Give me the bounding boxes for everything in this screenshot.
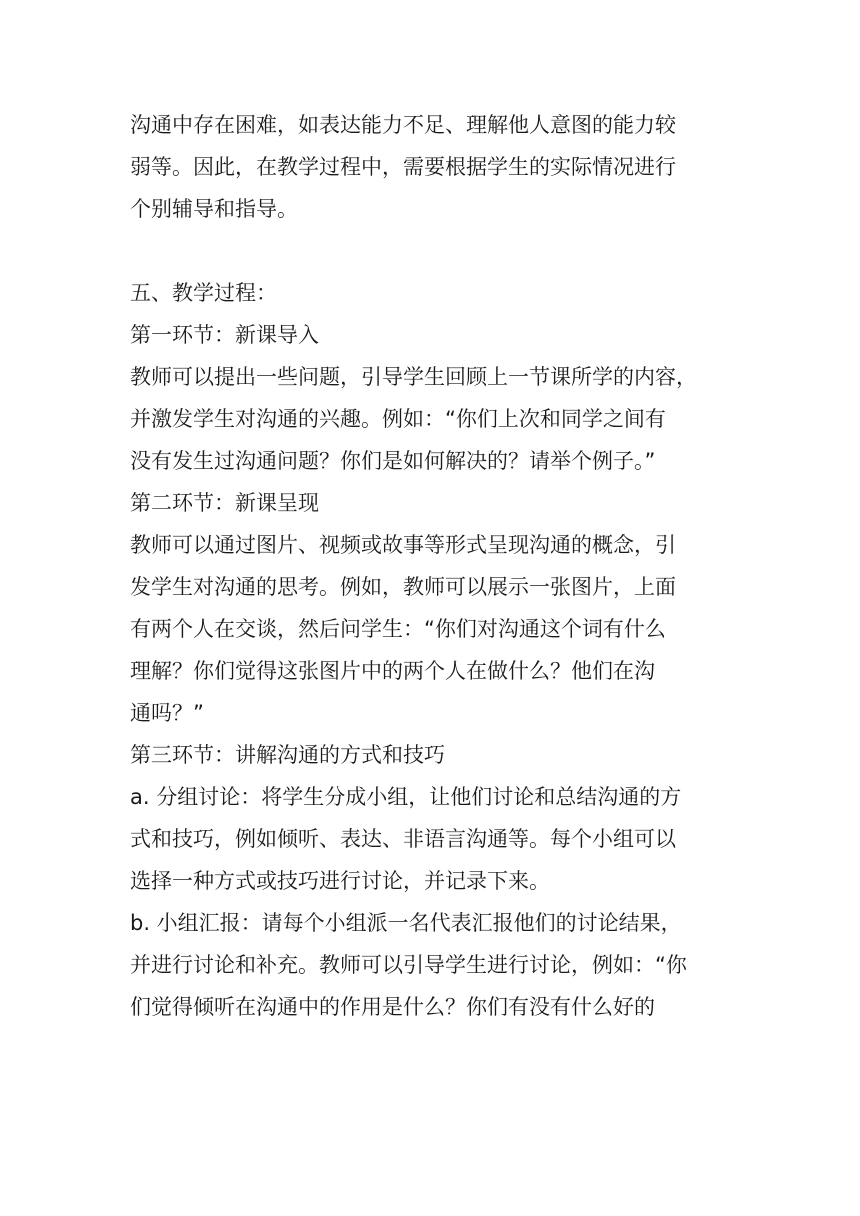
section-heading: 五、教学过程： <box>130 281 277 305</box>
blank-line <box>130 230 730 272</box>
paragraph-line: 理解？你们觉得这张图片中的两个人在做什么？他们在沟 <box>130 659 655 683</box>
paragraph-line: 教师可以通过图片、视频或故事等形式呈现沟通的概念，引 <box>130 533 676 557</box>
paragraph-line: 沟通中存在困难，如表达能力不足、理解他人意图的能力较 <box>130 113 676 137</box>
list-item-line: 式和技巧，例如倾听、表达、非语言沟通等。每个小组可以 <box>130 827 676 851</box>
paragraph-line: 通吗？” <box>130 701 204 725</box>
subsection-heading: 第二环节：新课呈现 <box>130 491 319 515</box>
paragraph-line: 教师可以提出一些问题，引导学生回顾上一节课所学的内容， <box>130 365 697 389</box>
subsection-heading: 第三环节：讲解沟通的方式和技巧 <box>130 743 445 767</box>
document-page <box>130 104 730 1028</box>
list-item-line: 并进行讨论和补充。教师可以引导学生进行讨论，例如：“你 <box>130 953 687 977</box>
list-item-line: 们觉得倾听在沟通中的作用是什么？你们有没有什么好的 <box>130 995 655 1019</box>
paragraph-line: 没有发生过沟通问题？你们是如何解决的？请举个例子。” <box>130 449 656 473</box>
list-item-line: a. 分组讨论：将学生分成小组，让他们讨论和总结沟通的方 <box>130 785 682 809</box>
paragraph-line: 弱等。因此，在教学过程中，需要根据学生的实际情况进行 <box>130 155 676 179</box>
subsection-heading: 第一环节：新课导入 <box>130 323 319 347</box>
list-item-line: b. 小组汇报：请每个小组派一名代表汇报他们的讨论结果， <box>130 911 682 935</box>
paragraph-line: 个别辅导和指导。 <box>130 197 298 221</box>
paragraph-line: 并激发学生对沟通的兴趣。例如：“你们上次和同学之间有 <box>130 407 666 431</box>
paragraph-line: 发学生对沟通的思考。例如，教师可以展示一张图片，上面 <box>130 575 676 599</box>
list-item-line: 选择一种方式或技巧进行讨论，并记录下来。 <box>130 869 550 893</box>
paragraph-line: 有两个人在交谈，然后问学生：“你们对沟通这个词有什么 <box>130 617 666 641</box>
